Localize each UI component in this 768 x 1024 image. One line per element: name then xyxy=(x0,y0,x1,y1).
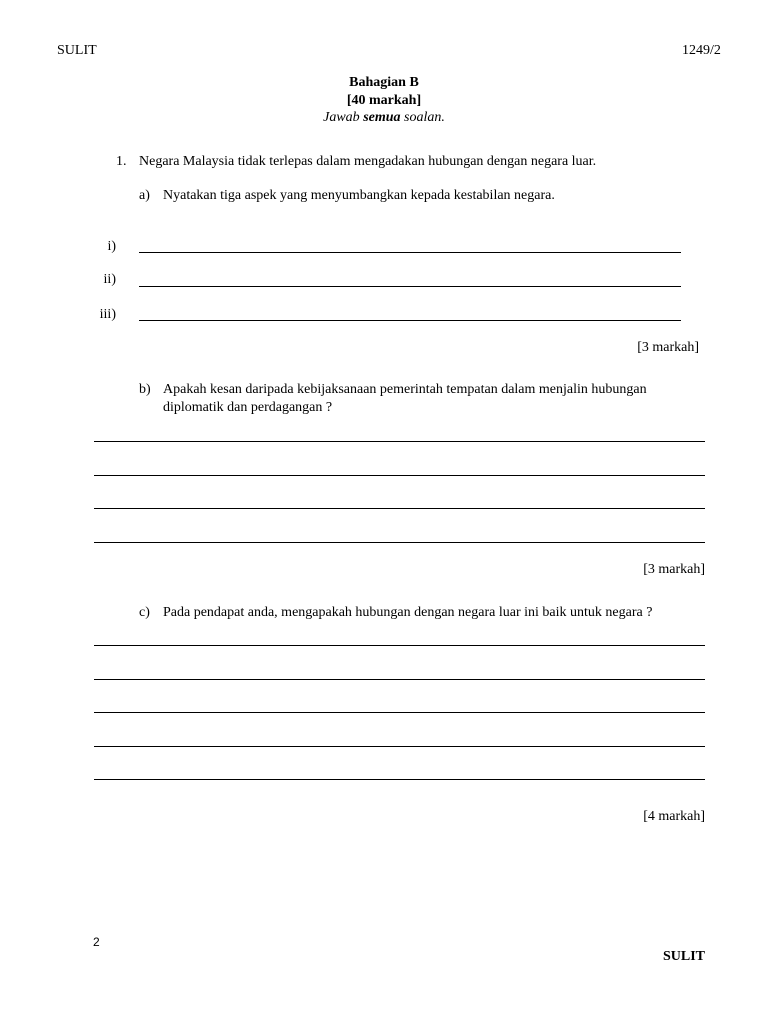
instruction-pre: Jawab xyxy=(323,110,364,125)
answer-line-b3[interactable] xyxy=(94,508,705,509)
answer-line-b4[interactable] xyxy=(94,542,705,543)
answer-line-b2[interactable] xyxy=(94,475,705,476)
part-b-text-line2: diplomatik dan perdagangan ? xyxy=(163,400,333,415)
instruction-post: soalan. xyxy=(400,110,445,125)
page-number: 2 xyxy=(93,935,100,949)
part-c-text: Pada pendapat anda, mengapakah hubungan dengan negara luar ini baik untuk negara ? xyxy=(163,605,653,620)
part-c-label: c) xyxy=(139,605,150,620)
answer-line-c4[interactable] xyxy=(94,746,705,747)
answer-line-b1[interactable] xyxy=(94,441,705,442)
section-instruction xyxy=(0,110,768,126)
section-marks: [40 markah] xyxy=(346,93,422,108)
part-b-label: b) xyxy=(139,382,151,397)
answer-line-iii[interactable] xyxy=(139,320,681,321)
answer-line-c1[interactable] xyxy=(94,645,705,646)
section-title: Bahagian B xyxy=(349,75,419,90)
part-a-label: a) xyxy=(139,188,150,203)
instruction-bold: semua xyxy=(363,110,401,125)
part-c-marks: [4 markah] xyxy=(643,809,705,824)
answer-line-c3[interactable] xyxy=(94,712,705,713)
part-a-text: Nyatakan tiga aspek yang menyumbangkan kepada kestabilan negara. xyxy=(163,188,555,203)
part-b-marks: [3 markah] xyxy=(643,562,705,577)
paper-code: 1249/2 xyxy=(682,43,721,58)
footer-sulit: SULIT xyxy=(662,949,705,964)
answer-line-c5[interactable] xyxy=(94,779,705,780)
answer-label-ii: ii) xyxy=(103,272,116,287)
question-number: 1. xyxy=(116,154,127,169)
header-sulit: SULIT xyxy=(57,43,97,58)
part-a-marks: [3 markah] xyxy=(637,340,699,355)
answer-line-c2[interactable] xyxy=(94,679,705,680)
part-b-text-line1: Apakah kesan daripada kebijaksanaan pemerintah tempatan dalam menjalin hubungan xyxy=(163,382,647,397)
question-text: Negara Malaysia tidak terlepas dalam mengadakan hubungan dengan negara luar. xyxy=(139,154,597,169)
answer-line-i[interactable] xyxy=(139,252,681,253)
answer-label-i: i) xyxy=(107,239,116,254)
answer-label-iii: iii) xyxy=(99,307,116,322)
answer-line-ii[interactable] xyxy=(139,286,681,287)
